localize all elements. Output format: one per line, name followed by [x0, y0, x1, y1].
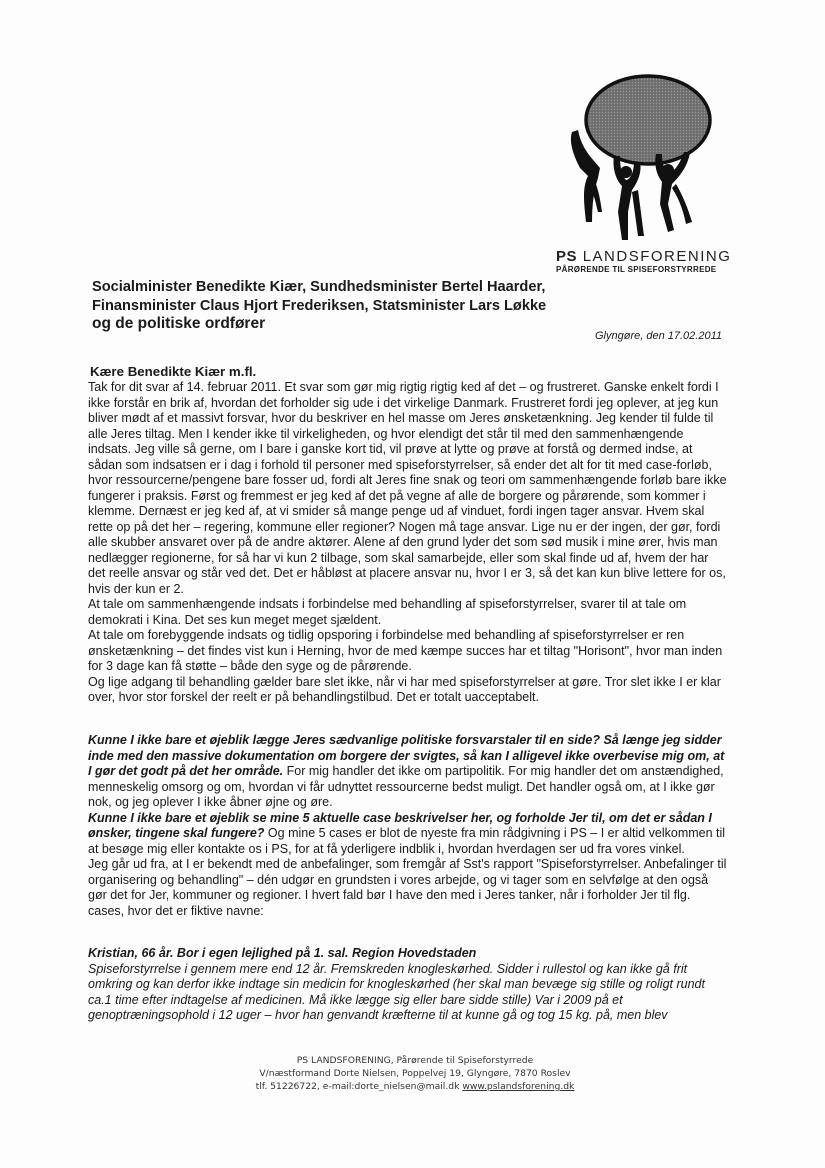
salutation: Kære Benedikte Kiær m.fl.	[90, 364, 257, 379]
page-footer	[150, 1054, 680, 1093]
letter-body	[88, 380, 728, 706]
paragraph-4: Og lige adgang til behandling gælder bare slet ikke, når vi har med spiseforstyrrelser at gøre. Tror slet ikke I er klar over, hvor stor forskel der reelt er på behandlingstilbud. Det er totalt uacceptabelt.	[88, 674, 721, 704]
letter-body-continued	[88, 733, 728, 919]
case-section	[88, 946, 728, 1024]
recipients-line-2: Finansminister Claus Hjort Frederiksen, Statsminister Lars Løkke	[92, 297, 547, 314]
paragraph-5-text: For mig handler det ikke om partipolitik. For mig handler det om anstændighed, menneskelig omsorg og om, hvordan vi får udnyttet ressourcerne bedst muligt. Det handler også om, at I ikke gør nok, og jeg oplever I ikke åbner øjne og øre.	[88, 764, 724, 809]
paragraph-7: Jeg går ud fra, at I er bekendt med de anbefalinger, som fremgår af Sst's rapport "Spiseforstyrrelser. Anbefalinger til organisering og behandling" – dén udgør en grundsten i vores arbejde, og vi tager som en selvfølge at den også gør det for Jer, kommuner og regioner. I hvert fald bør I have den med i Jeres tanker, når i forholder Jer til flg. cases, hvor det er fiktive navne:	[88, 857, 727, 918]
recipients-line-3: og de politiske ordfører	[92, 315, 266, 332]
logo-icon	[556, 72, 716, 244]
letter-date: Glyngøre, den 17.02.2011	[595, 330, 722, 342]
footer-line-3	[150, 1080, 680, 1093]
website-link[interactable]: www.pslandsforening.dk	[462, 1081, 575, 1092]
footer-line-1: PS LANDSFORENING, Pårørende til Spiseforstyrrede	[296, 1055, 534, 1066]
recipients-line-1: Socialminister Benedikte Kiær, Sundhedsminister Bertel Haarder,	[92, 279, 546, 295]
paragraph-5	[88, 733, 728, 811]
paragraph-6-emphasis: Kunne I ikke bare et øjeblik se mine 5 aktuelle case beskrivelser her, og forholde Jer til, om det er sådan I ønsker, tingene skal fungere?	[88, 810, 712, 840]
footer-line-2: V/næstformand Dorte Nielsen, Poppelvej 19, Glyngøre, 7870 Roslev	[259, 1068, 571, 1079]
case-heading: Kristian, 66 år. Bor i egen lejlighed på 1. sal. Region Hovedstaden	[88, 946, 477, 960]
case-text: Spiseforstyrrelse i gennem mere end 12 år. Fremskreden knogleskørhed. Sidder i rullestol og kan ikke gå frit omkring og kan derfor ikke indtage sin medicin for knogleskørhed (her skal man bevæge sig stille og roligt rundt ca.1 time efter indtagelse af medicinen. Må ikke lægge sig eller bare sidde stille) Var i 2009 på et genoptræningsophold i 12 uger – hvor han genvandt kræfterne til at kunne gå og tog 15 kg. på, men blev	[88, 961, 705, 1022]
paragraph-6-text: Og mine 5 cases er blot de nyeste fra min rådgivning i PS – I er altid velkommen til at besøge mig eller kontakte os i PS, for at få yderligere indblik i, hvordan hverdagen ser ud fra vores vinkel.	[88, 826, 726, 856]
org-name-rest: LANDSFORENING	[582, 248, 732, 265]
paragraph-2: At tale om sammenhængende indsats i forbindelse med behandling af spiseforstyrrelser, svarer til at tale om demokrati i Kina. Det ses kun meget meget sjældent.	[88, 597, 687, 627]
org-name-bold: PS	[556, 248, 578, 265]
recipients-block	[92, 278, 612, 334]
org-name	[556, 248, 731, 265]
paragraph-5-emphasis: Kunne I ikke bare et øjeblik lægge Jeres sædvanlige politiske forsvarstaler til en side? Så længe jeg sidder inde med den massive dokumentation om borgere der svigtes, så kan I alligevel ikke overbevise mig om, at I gør det godt på det her område.	[88, 733, 725, 778]
paragraph-6	[88, 811, 728, 858]
footer-contact: tlf. 51226722, e-mail:dorte_nielsen@mail.dk	[255, 1081, 463, 1092]
paragraph-1: Tak for dit svar af 14. februar 2011. Et svar som gør mig rigtig rigtig ked af det – og frustreret. Ganske enkelt fordi I ikke forstår en brik af, hvordan det forholder sig ude i det virkelige Danmark. Frustreret fordi jeg oplever, at jeg kun bliver mødt af et massivt forsvar, hvor du beskriver en hel masse om Jeres ønsketænkning. Jeg kender til fulde til alle Jeres tiltag. Men I kender ikke til virkeligheden, og hvor elendigt det står til med den sammenhængende indsats. Jeg ville så gerne, om I bare i ganske kort tid, vil prøve at lytte og prøve at forstå og dermed indse, at sådan som indsatsen er i dag i forhold til personer med spiseforstyrrelser, så ender det alt for tit med case-forløb, hvor ressourcerne/pengene bare fosser ud, fordi alt Jeres fine snak og teori om sammenhængende forløb bare ikke fungerer i praksis. Først og fremmest er jeg ked af det på vegne af alle de borgere og pårørende, som kommer i klemme. Dernæst er jeg ked af, at vi smider så mange penge ud af vinduet, fordi ingen tager ansvar. Hvem skal rette op på det her – regering, kommune eller regioner? Nogen må tage ansvar. Lige nu er der ingen, der gør, fordi alle skubber ansvaret over på de andre aktører. Alene af den grund lyder det som sød musik i mine ører, hvis man nedlægger regionerne, for så har vi kun 2 tilbage, som skal samarbejde, eller som skal finde ud af, hvem der har det reelle ansvar og står ved det. Det er håbløst at placere ansvar nu, hvor I er 3, så det kan kun blive lettere for os, hvis der kun er 2.	[88, 380, 727, 596]
org-subtitle: PÅRØRENDE TIL SPISEFORSTYRREDE	[556, 265, 717, 274]
paragraph-3: At tale om forebyggende indsats og tidlig opsporing i forbindelse med behandling af spiseforstyrrelser er ren ønsketænkning – det findes vist kun i Herning, hvor de med kæmpe succes har et tiltag "Horisont", hvor man inden for 3 dage kan få støtte – både den syge og de pårørende.	[88, 628, 723, 673]
